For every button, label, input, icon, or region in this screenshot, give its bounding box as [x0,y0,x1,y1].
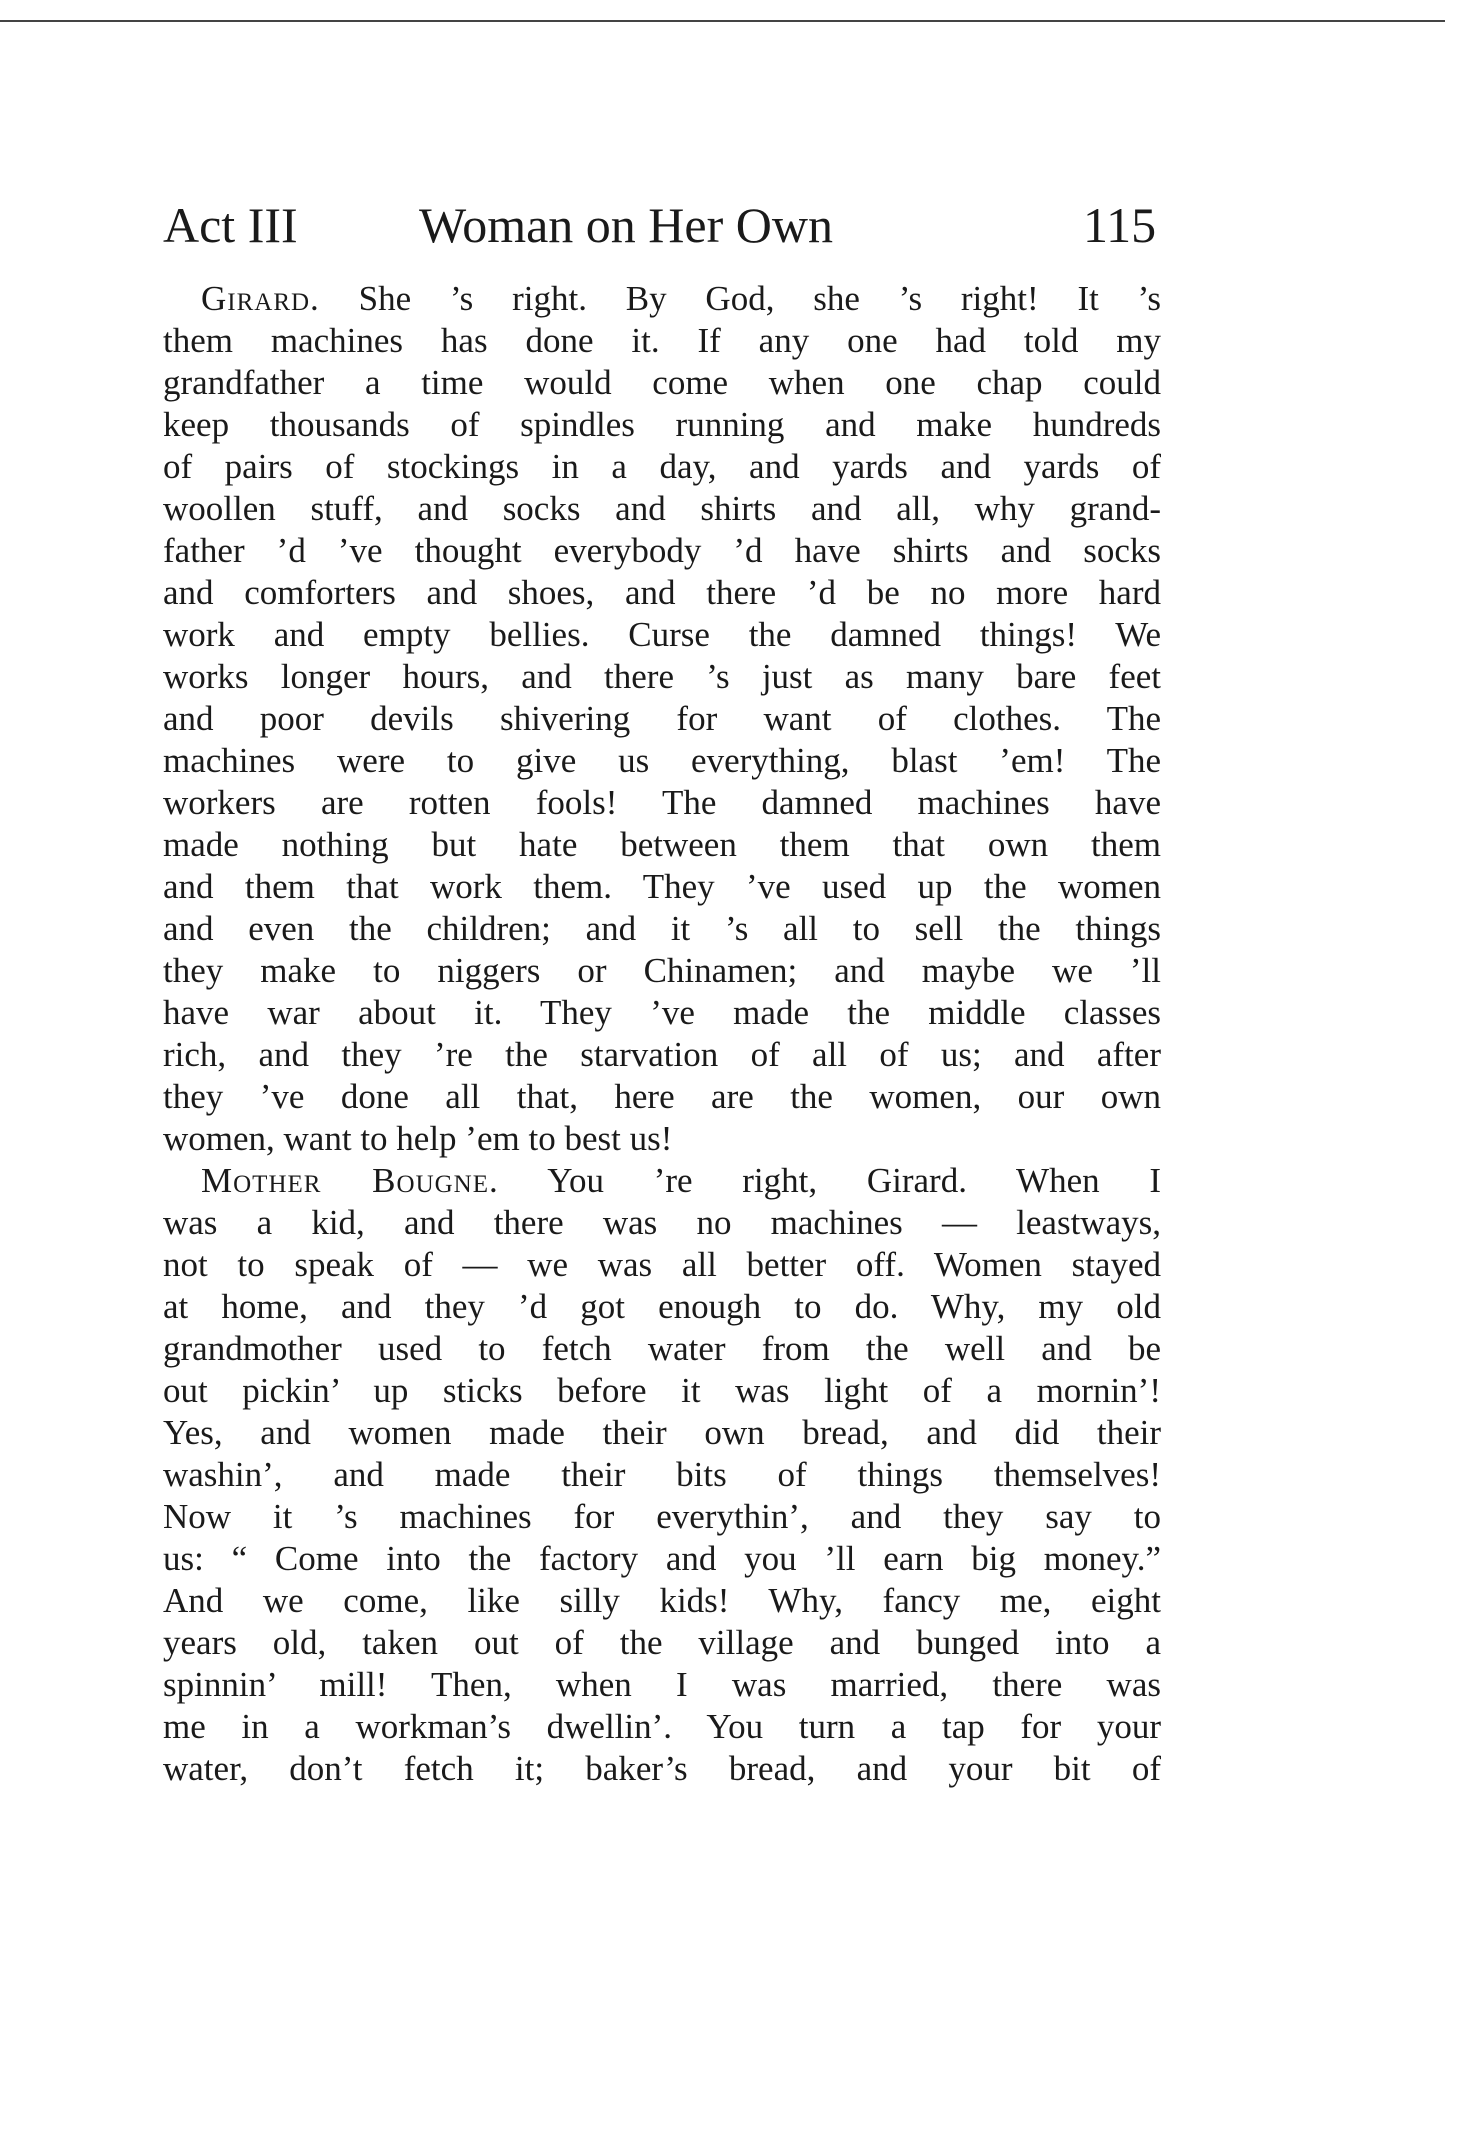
text-line: have war about it. They ’ve made the middle classes [163,993,1161,1032]
book-title: Woman on Her Own [419,197,833,253]
text-line: and even the children; and it ’s all to sell the things [163,909,1161,948]
text-line: Yes, and women made their own bread, and did their [163,1413,1161,1452]
act-label: Act III [163,197,298,253]
text-line: woollen stuff, and socks and shirts and all, why grand- [163,489,1161,528]
text-line [163,1160,1161,1202]
line-text: She ’s right. By God, she ’s right! It ’s [358,279,1161,318]
text-line: grandfather a time would come when one chap could [163,363,1161,402]
text-line: father ’d ’ve thought everybody ’d have shirts and socks [163,531,1161,570]
text-line: grandmother used to fetch water from the well and be [163,1329,1161,1368]
text-line: us: “ Come into the factory and you ’ll earn big money.” [163,1539,1161,1578]
text-line: And we come, like silly kids! Why, fancy me, eight [163,1581,1161,1620]
text-line: and poor devils shivering for want of clothes. The [163,699,1161,738]
text-line [163,278,1161,320]
speaker-name: Girard. [201,279,320,318]
text-line: work and empty bellies. Curse the damned things! We [163,615,1161,654]
running-header [163,190,1163,260]
text-line: women, want to help ’em to best us! [163,1119,673,1158]
text-line: years old, taken out of the village and bunged into a [163,1623,1161,1662]
speaker-name: Mother Bougne. [201,1161,499,1200]
page-number: 115 [1083,197,1157,253]
text-line: made nothing but hate between them that own them [163,825,1161,864]
text-line: keep thousands of spindles running and make hundreds [163,405,1161,444]
text-line: they make to niggers or Chinamen; and maybe we ’ll [163,951,1161,990]
top-rule [0,20,1445,22]
text-line: rich, and they ’re the starvation of all of us; and after [163,1035,1161,1074]
body-text [163,278,1161,1790]
line-text: You ’re right, Girard. When I [547,1161,1161,1200]
text-line: out pickin’ up sticks before it was light of a mornin’! [163,1371,1161,1410]
text-line: and comforters and shoes, and there ’d be no more hard [163,573,1161,612]
text-line: Now it ’s machines for everythin’, and they say to [163,1497,1161,1536]
text-line: of pairs of stockings in a day, and yards and yards of [163,447,1161,486]
text-line: spinnin’ mill! Then, when I was married, there was [163,1665,1161,1704]
text-line: workers are rotten fools! The damned machines have [163,783,1161,822]
text-line: they ’ve done all that, here are the women, our own [163,1077,1161,1116]
text-line: washin’, and made their bits of things themselves! [163,1455,1161,1494]
text-line: and them that work them. They ’ve used up the women [163,867,1161,906]
text-line: works longer hours, and there ’s just as many bare feet [163,657,1161,696]
text-line: not to speak of — we was all better off. Women stayed [163,1245,1161,1284]
text-line: them machines has done it. If any one had told my [163,321,1161,360]
paragraph-mother-bougne [163,1160,1161,1790]
text-line: at home, and they ’d got enough to do. Why, my old [163,1287,1161,1326]
text-line: was a kid, and there was no machines — leastways, [163,1203,1161,1242]
paragraph-girard [163,278,1161,1160]
text-line: water, don’t fetch it; baker’s bread, and your bit of [163,1749,1161,1788]
text-line: me in a workman’s dwellin’. You turn a tap for your [163,1707,1161,1746]
text-line: machines were to give us everything, blast ’em! The [163,741,1161,780]
